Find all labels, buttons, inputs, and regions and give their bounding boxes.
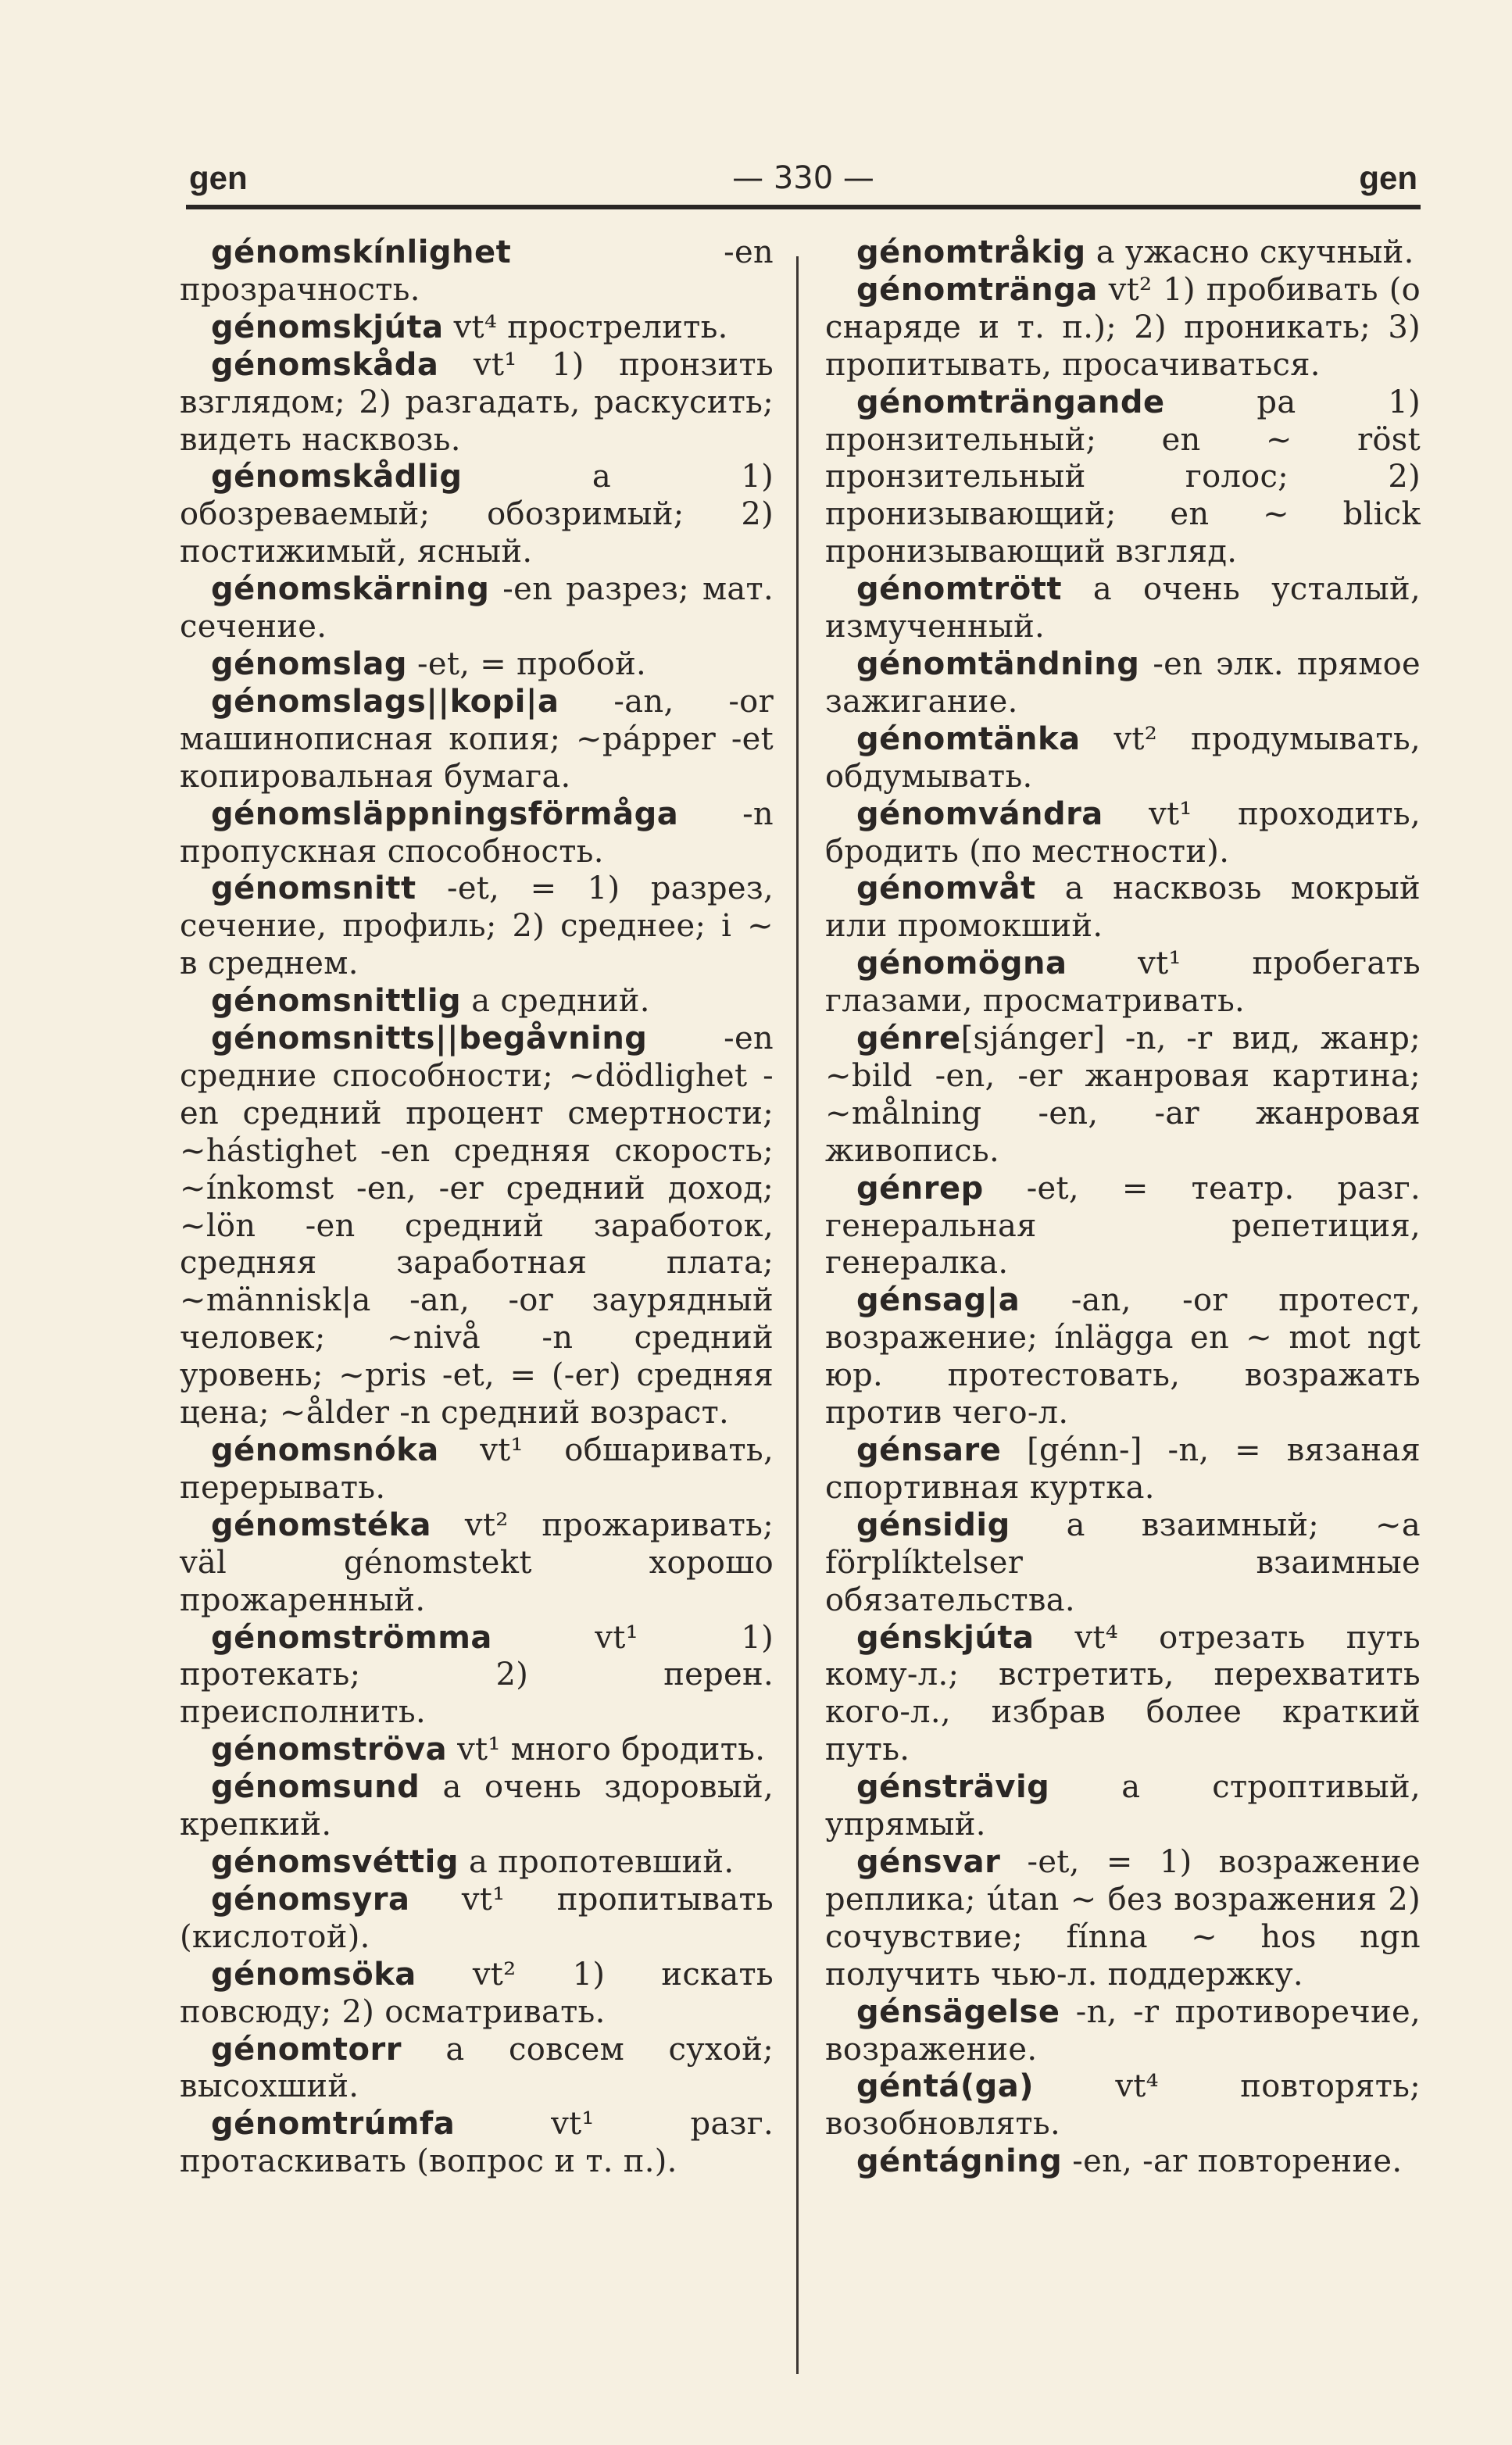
- dictionary-entry: [825, 571, 1421, 646]
- dictionary-entry: [180, 1021, 774, 1432]
- dictionary-entry: [180, 1432, 774, 1507]
- dictionary-entry: [180, 2032, 774, 2107]
- dictionary-entry: [825, 646, 1421, 721]
- entry-headword: génskjúta: [856, 1619, 1035, 1656]
- dictionary-entry: [825, 796, 1421, 871]
- entry-definition: a совсем сухой; высохший.: [180, 2031, 774, 2105]
- dictionary-entry: [825, 384, 1421, 572]
- entry-headword: génomögna: [856, 945, 1067, 982]
- dictionary-entry: [180, 1844, 774, 1882]
- entry-headword: génomskåda: [211, 346, 439, 383]
- dictionary-entry: [180, 796, 774, 871]
- entry-definition: -et, = пробой.: [407, 645, 647, 682]
- dictionary-entry: [180, 347, 774, 459]
- dictionary-entry: [825, 1171, 1421, 1283]
- entry-headword: génomtråkig: [856, 234, 1086, 270]
- dictionary-entry: [180, 870, 774, 983]
- page-header: [186, 155, 1421, 209]
- entry-definition: vt¹ много бродить.: [447, 1732, 766, 1768]
- dictionary-entry: [180, 459, 774, 571]
- entry-headword: génomtrúmfa: [211, 2106, 456, 2143]
- entry-definition: -et, = 1) возражение реплика; útan ~ без возражения 2) сочувствие; fínna ~ hos ngn получить чью-л. поддержку.: [825, 1843, 1421, 1993]
- dictionary-entry: [825, 2143, 1421, 2181]
- dictionary-entry: [180, 1732, 774, 1769]
- entry-headword: génomströmma: [211, 1619, 492, 1656]
- entry-headword: génomstéka: [211, 1507, 432, 1543]
- entry-definition: -an, -or машинописная копия; ~pápper -et копировальная бумага.: [180, 683, 774, 795]
- dictionary-entry: [825, 870, 1421, 945]
- entry-definition: vt² продумывать, обдумывать.: [825, 720, 1421, 795]
- dictionary-entry: [180, 2106, 774, 2181]
- entry-definition: vt¹ разг. протаскивать (вопрос и т. п.).: [180, 2106, 774, 2180]
- entry-headword: génomsnitt: [211, 870, 416, 907]
- entry-definition: -en прозрачность.: [180, 234, 774, 308]
- entry-headword: génomsnóka: [211, 1432, 439, 1468]
- entry-definition: a насквозь мокрый или промокший.: [825, 870, 1421, 945]
- entry-headword: génomtrött: [856, 571, 1062, 608]
- entry-headword: génsag|a: [856, 1282, 1021, 1319]
- dictionary-entry: [180, 684, 774, 796]
- dictionary-entry: [180, 1882, 774, 1957]
- entry-definition: vt¹ 1) пронзить взглядом; 2) разгадать, раскусить; видеть насквозь.: [180, 346, 774, 458]
- entry-definition: [génn-] -n, = вязаная спортивная куртка.: [825, 1432, 1421, 1506]
- entry-definition: -en средние способности; ~dödlighet -en средний процент смертности; ~hástighet -en средняя скорость; ~ínkomst -en, -er средний доход; ~lön -en средний заработок, средняя заработная плата; ~människ|a -an, -or заурядный человек; ~nivå -n средний уровень; ~pris -et, = (-er) средняя цена; ~ålder -n средний возраст.: [180, 1021, 774, 1432]
- entry-definition: -n, -r противоречие, возражение.: [825, 1993, 1421, 2068]
- entry-definition: pa 1) пронзительный; en ~ röst пронзительный голос; 2) пронизывающий; en ~ blick пронизывающий взгляд.: [825, 384, 1421, 570]
- dictionary-entry: [825, 1620, 1421, 1770]
- entry-definition: a средний.: [461, 983, 650, 1020]
- entry-headword: génomsläppningsförmåga: [211, 795, 679, 832]
- dictionary-entry: [825, 721, 1421, 796]
- left-column: [180, 234, 774, 2181]
- entry-headword: génsvar: [856, 1843, 1001, 1880]
- entry-definition: vt² 1) пробивать (о снаряде и т. п.); 2) проникать; 3) пропитывать, просачиваться.: [825, 271, 1421, 383]
- entry-headword: génomskjúta: [211, 309, 444, 345]
- entry-headword: génomtorr: [211, 2031, 402, 2068]
- entry-definition: -n пропускная способность.: [180, 795, 774, 870]
- entry-headword: génsare: [856, 1432, 1002, 1468]
- entry-definition: -et, = 1) разрез, сечение, профиль; 2) среднее; i ~ в среднем.: [180, 870, 774, 982]
- dictionary-entry: [180, 646, 774, 684]
- right-guide-word: gen: [1359, 159, 1417, 196]
- entry-definition: vt¹ пропитывать (кислотой).: [180, 1881, 774, 1955]
- entry-definition: a очень здоровый, крепкий.: [180, 1769, 774, 1843]
- entry-definition: vt² прожаривать; väl génomstekt хорошо прожаренный.: [180, 1507, 774, 1618]
- entry-headword: génomsvéttig: [211, 1843, 459, 1880]
- dictionary-entry: [825, 1282, 1421, 1432]
- entry-headword: génomskådlig: [211, 459, 463, 495]
- entry-definition: a пропотевший.: [459, 1843, 735, 1880]
- entry-definition: -en, -ar повторение.: [1062, 2143, 1403, 2180]
- right-column: [825, 234, 1421, 2181]
- entry-headword: génomsöka: [211, 1956, 416, 1993]
- entry-headword: génsägelse: [856, 1993, 1060, 2030]
- entry-headword: génomskärning: [211, 571, 490, 608]
- entry-headword: génomsnittlig: [211, 983, 462, 1020]
- entry-headword: génomvándra: [856, 795, 1103, 832]
- entry-headword: génomsnitts||begåvning: [211, 1021, 648, 1057]
- entry-definition: -en элк. прямое зажигание.: [825, 645, 1421, 720]
- entry-headword: génomtändning: [856, 645, 1140, 682]
- entry-headword: génre: [856, 1021, 961, 1057]
- dictionary-entry: [180, 571, 774, 646]
- column-divider: [796, 256, 799, 2374]
- dictionary-entry: [825, 2068, 1421, 2143]
- entry-definition: -an, -or протест, возражение; ínlägga en ~ mot ngt юр. протестовать, возражать против чего-л.: [825, 1282, 1421, 1432]
- dictionary-entry: [180, 1620, 774, 1732]
- dictionary-entry: [825, 1769, 1421, 1844]
- entry-headword: génomträngande: [856, 384, 1165, 420]
- entry-headword: génomvåt: [856, 870, 1036, 907]
- dictionary-entry: [180, 234, 774, 309]
- entry-headword: génomsyra: [211, 1881, 410, 1918]
- entry-headword: génrep: [856, 1170, 984, 1206]
- dictionary-entry: [180, 1769, 774, 1844]
- entry-definition: vt¹ пробегать глазами, просматривать.: [825, 945, 1421, 1020]
- entry-headword: génomskínlighet: [211, 234, 512, 270]
- dictionary-entry: [180, 983, 774, 1021]
- dictionary-entry: [825, 1507, 1421, 1620]
- entry-definition: a ужасно скучный.: [1085, 234, 1414, 270]
- dictionary-entry: [825, 1021, 1421, 1171]
- entry-headword: génomströva: [211, 1732, 448, 1768]
- dictionary-entry: [825, 272, 1421, 384]
- dictionary-entry: [180, 1957, 774, 2032]
- entry-definition: -et, = театр. разг. генеральная репетиция, генералка.: [825, 1170, 1421, 1281]
- entry-definition: vt¹ проходить, бродить (по местности).: [825, 795, 1421, 870]
- entry-definition: -en разрез; мат. сечение.: [180, 571, 774, 645]
- dictionary-entry: [825, 1844, 1421, 1994]
- header-rule: [186, 205, 1421, 209]
- dictionary-entry: [180, 309, 774, 347]
- dictionary-entry: [825, 1432, 1421, 1507]
- page-number: — 330 —: [732, 160, 874, 196]
- entry-definition: a строптивый, упрямый.: [825, 1769, 1421, 1843]
- entry-headword: génomslags||kopi|a: [211, 683, 559, 720]
- entry-headword: géntá(ga): [856, 2068, 1035, 2105]
- entry-headword: génsträvig: [856, 1769, 1050, 1806]
- entry-definition: vt⁴ прострелить.: [443, 309, 728, 345]
- dictionary-entry: [825, 945, 1421, 1021]
- dictionary-entry: [825, 1994, 1421, 2069]
- entry-definition: a очень усталый, измученный.: [825, 571, 1421, 645]
- left-guide-word: gen: [189, 159, 248, 196]
- entry-headword: génsidig: [856, 1507, 1010, 1543]
- entry-definition: a взаимный; ~a förplíktelser взаимные обязательства.: [825, 1507, 1421, 1618]
- entry-headword: géntágning: [856, 2143, 1063, 2180]
- entry-definition: vt⁴ повторять; возобновлять.: [825, 2068, 1421, 2143]
- entry-definition: vt¹ обшаривать, перерывать.: [180, 1432, 774, 1506]
- entry-definition: [sjánger] -n, -r вид, жанр; ~bild -en, -er жанровая картина; ~målning -en, -ar жанровая живопись.: [825, 1021, 1421, 1169]
- entry-headword: génomsund: [211, 1769, 420, 1806]
- entry-headword: génomtränga: [856, 271, 1098, 308]
- entry-headword: génomslag: [211, 645, 408, 682]
- entry-definition: vt¹ 1) протекать; 2) перен. преисполнить.: [180, 1619, 774, 1731]
- entry-definition: vt² 1) искать повсюду; 2) осматривать.: [180, 1956, 774, 2030]
- dictionary-entry: [825, 234, 1421, 272]
- entry-headword: génomtänka: [856, 720, 1081, 757]
- entry-definition: a 1) обозреваемый; обозримый; 2) постижимый, ясный.: [180, 459, 774, 570]
- entry-definition: vt⁴ отрезать путь кому-л.; встретить, перехватить кого-л., избрав более краткий путь.: [825, 1619, 1421, 1768]
- dictionary-entry: [180, 1507, 774, 1620]
